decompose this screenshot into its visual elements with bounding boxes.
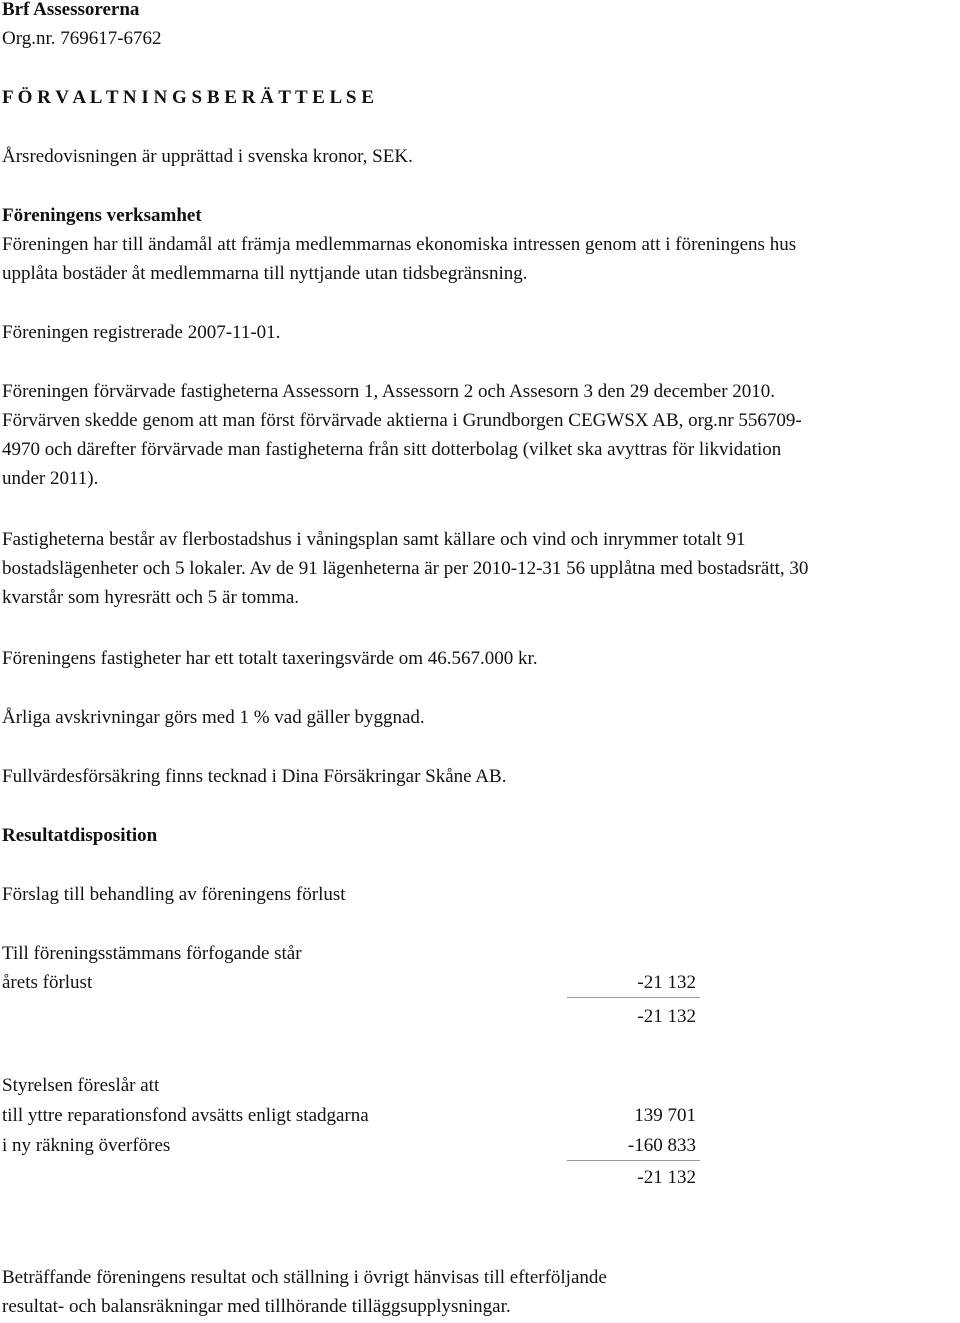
ny-rakning-value: -160 833 [627,1135,696,1156]
footer-line-2: resultat- och balansräkningar med tillhörande tilläggsupplysningar. [2,1296,511,1317]
currency-note: Årsredovisningen är upprättad i svenska kronor, SEK. [2,146,413,167]
sum-rule-1 [567,997,700,998]
reparationsfond-value: 139 701 [634,1105,696,1126]
org-name: Brf Assessorerna [2,0,140,20]
org-number: Org.nr. 769617-6762 [2,28,162,49]
verksamhet-line-2: upplåta bostäder åt medlemmarna till nyttjande utan tidsbegränsning. [2,263,528,284]
forvarv-line-1: Föreningen förvärvade fastigheterna Assessorn 1, Assessorn 2 och Assesorn 3 den 29 december 2010. [2,381,776,402]
footer-line-1: Beträffande föreningens resultat och ställning i övrigt hänvisas till efterföljande [2,1267,607,1288]
summa-2-value: -21 132 [637,1167,696,1188]
ny-rakning-label: i ny räkning överföres [2,1135,171,1156]
taxeringsvarde-text: Föreningens fastigheter har ett totalt taxeringsvärde om 46.567.000 kr. [2,648,538,669]
sum-rule-2 [567,1160,700,1161]
avskrivningar-text: Årliga avskrivningar görs med 1 % vad gäller byggnad. [2,707,425,728]
registration-text: Föreningen registrerade 2007-11-01. [2,322,281,343]
arets-forlust-label: årets förlust [2,972,93,993]
forvarv-line-2: Förvärven skedde genom att man först förvärvade aktierna i Grundborgen CEGWSX AB, org.nr 556709- [2,410,802,431]
fastigheter-line-1: Fastigheterna består av flerbostadshus i våningsplan samt källare och vind och inrymmer totalt 91 [2,529,746,550]
arets-forlust-value: -21 132 [637,972,696,993]
document-title: F Ö R V A L T N I N G S B E R Ä T T E L S E [2,87,374,108]
fastigheter-line-3: kvarstår som hyresrätt och 5 är tomma. [2,587,300,608]
forvarv-line-3: 4970 och därefter förvärvade man fastigheterna från sitt dotterbolag (vilket ska avyttras för likvidation [2,439,782,460]
reparationsfond-label: till yttre reparationsfond avsätts enligt stadgarna [2,1105,369,1126]
styrelsen-text: Styrelsen föreslår att [2,1075,160,1096]
verksamhet-line-1: Föreningen har till ändamål att främja medlemmarnas ekonomiska intressen genom att i föreningens hus [2,234,797,255]
summa-1-value: -21 132 [637,1006,696,1027]
resultatdisposition-heading: Resultatdisposition [2,825,158,846]
verksamhet-heading: Föreningens verksamhet [2,205,202,226]
fastigheter-line-2: bostadslägenheter och 5 lokaler. Av de 91 lägenheterna är per 2010-12-31 56 upplåtna med bostadsrätt, 30 [2,558,809,579]
forvarv-line-4: under 2011). [2,468,99,489]
forslag-text: Förslag till behandling av föreningens förlust [2,884,346,905]
till-stammans-text: Till föreningsstämmans förfogande står [2,943,302,964]
forsakring-text: Fullvärdesförsäkring finns tecknad i Dina Försäkringar Skåne AB. [2,766,507,787]
